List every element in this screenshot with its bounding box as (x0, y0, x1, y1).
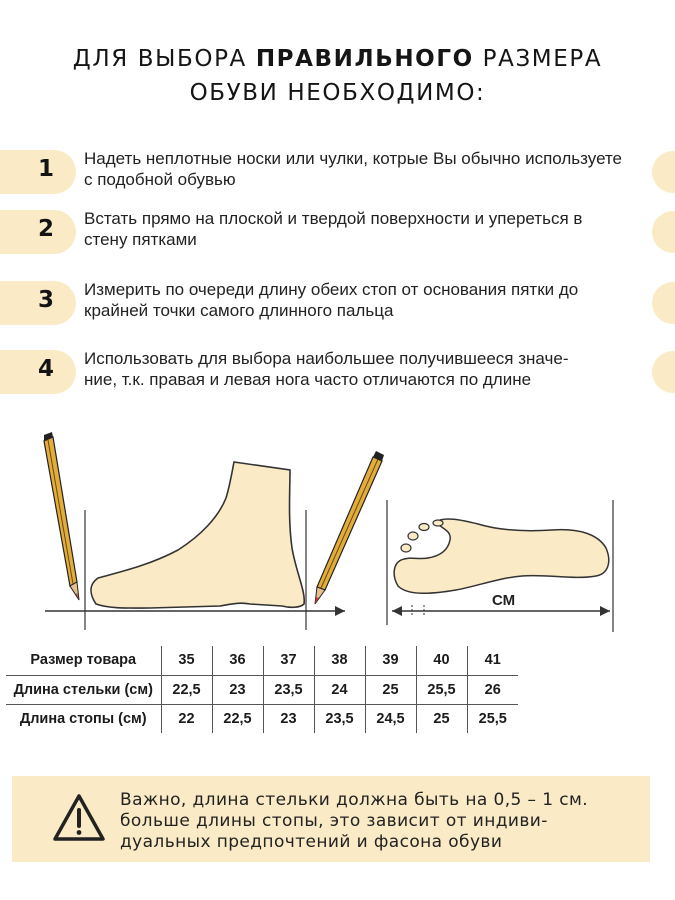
step-text-line: Использовать для выбора наибольшее получившееся значе- (84, 349, 569, 368)
table-cell: 23 (263, 704, 314, 733)
table-cell: 41 (467, 646, 518, 675)
step-text-line: с подобной обувью (84, 170, 236, 189)
step-dot (652, 351, 675, 393)
table-cell: 25 (365, 675, 416, 704)
toe-dot (401, 544, 411, 552)
table-cell: 23 (212, 675, 263, 704)
note-line: Важно, длина стельки должна быть на 0,5 – 1 см. (120, 790, 589, 810)
page-title (0, 42, 675, 110)
step-text (84, 208, 644, 250)
floor-arrow-icon (335, 606, 345, 616)
unit-label: СМ (492, 592, 516, 609)
step-text-line: Встать прямо на плоской и твердой поверхности и упереться в (84, 209, 583, 228)
arrow-left-icon (392, 606, 402, 616)
title-line-2: ОБУВИ НЕОБХОДИМО: (189, 80, 486, 106)
measurement-illustration (0, 425, 675, 640)
table-cell: 22,5 (161, 675, 212, 704)
title-post: РАЗМЕРА (473, 46, 603, 72)
table-cell: 22,5 (212, 704, 263, 733)
step-dot (652, 151, 675, 193)
table-cell: 22 (161, 704, 212, 733)
row-label: Размер товара (30, 652, 137, 669)
table-cell: 25,5 (416, 675, 467, 704)
title-pre: ДЛЯ ВЫБОРА (72, 46, 256, 72)
step-text-line: ние, т.к. правая и левая нога часто отличаются по длине (84, 370, 532, 389)
step-number: 4 (38, 356, 55, 382)
title-bold: ПРАВИЛЬНОГО (255, 46, 474, 72)
row-label: Длина стопы (см) (6, 704, 161, 733)
pencil-icon (44, 432, 79, 600)
size-table (6, 646, 518, 733)
table-cell: 23,5 (314, 704, 365, 733)
step-4 (0, 346, 675, 396)
step-number: 3 (38, 287, 55, 313)
step-text (84, 279, 644, 321)
table-cell: 25,5 (467, 704, 518, 733)
note-box (12, 776, 650, 862)
note-line: больше длины стопы, это зависит от индиви- (120, 811, 548, 831)
table-cell: 36 (212, 646, 263, 675)
row-label: Длина стельки (см) (6, 675, 161, 704)
table-cell: 23,5 (263, 675, 314, 704)
foot-side-icon (91, 462, 304, 608)
step-2 (0, 206, 675, 256)
warning-icon (52, 793, 106, 843)
table-cell: 24 (314, 675, 365, 704)
title-line-1 (0, 42, 675, 76)
arrow-right-icon (600, 606, 610, 616)
note-text (120, 790, 640, 853)
step-text-line: Измерить по очереди длину обеих стоп от основания пятки до (84, 280, 579, 299)
step-dot (652, 211, 675, 253)
step-text-line: стену пятками (84, 230, 197, 249)
table-cell: 37 (263, 646, 314, 675)
toe-dot (419, 524, 429, 531)
step-text-line: крайней точки самого длинного пальца (84, 301, 394, 320)
table-cell: 25 (416, 704, 467, 733)
table-cell: 24,5 (365, 704, 416, 733)
table-cell: 39 (365, 646, 416, 675)
table-cell: 40 (416, 646, 467, 675)
table-row (6, 646, 518, 675)
step-number: 1 (38, 156, 55, 182)
table-cell: 35 (161, 646, 212, 675)
step-number: 2 (38, 216, 55, 242)
table-row (6, 704, 518, 733)
toe-dot (408, 532, 418, 540)
table-cell: 38 (314, 646, 365, 675)
step-dot (652, 282, 675, 324)
toe-dot (433, 520, 443, 526)
table-cell: 26 (467, 675, 518, 704)
step-text-line: Надеть неплотные носки или чулки, котрые Вы обычно используете (84, 149, 623, 168)
note-line: дуальных предпочтений и фасона обуви (120, 832, 503, 852)
step-text (84, 148, 644, 190)
table-row (6, 675, 518, 704)
step-1 (0, 146, 675, 196)
step-3 (0, 277, 675, 327)
pencil-icon (315, 451, 384, 604)
step-text (84, 348, 644, 390)
